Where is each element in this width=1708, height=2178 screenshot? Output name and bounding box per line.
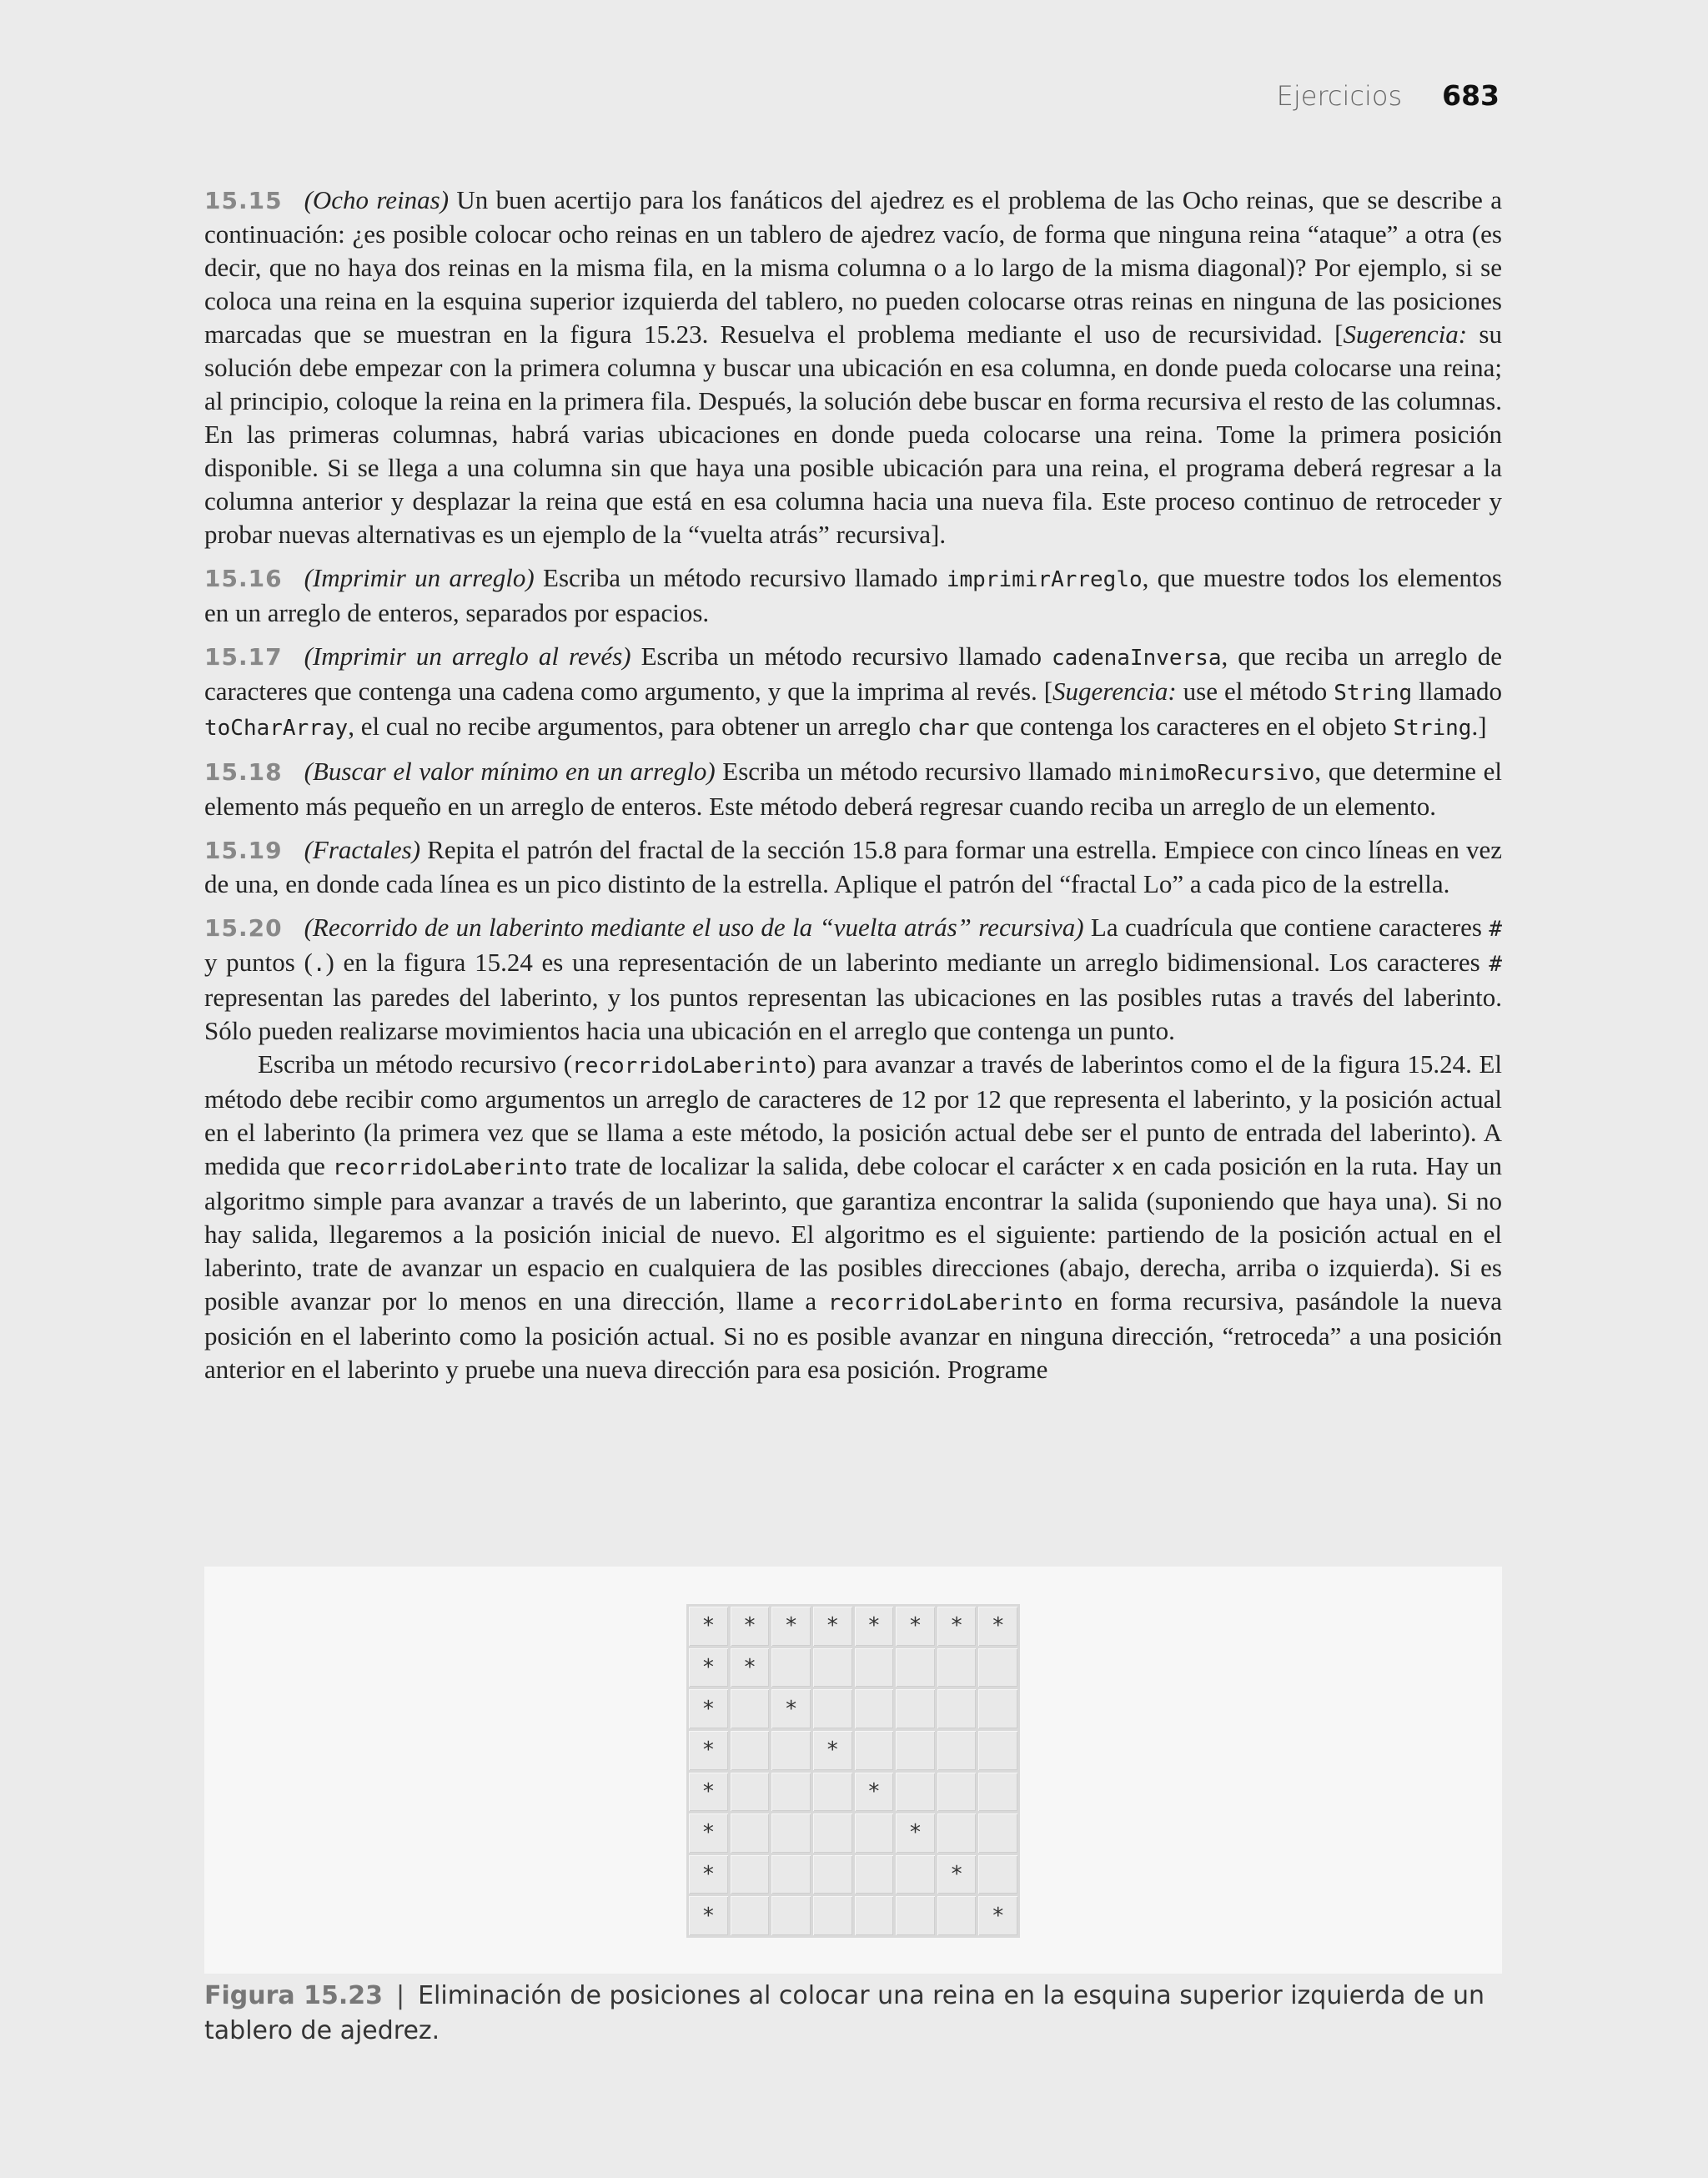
exercise-title: (Fractales) xyxy=(304,835,421,864)
board-cell xyxy=(731,1896,770,1935)
board-cell-marked: * xyxy=(731,1607,770,1646)
board-cell-marked: * xyxy=(855,1773,894,1812)
board-cell-marked: * xyxy=(855,1607,894,1646)
exercise-15-20-continuation xyxy=(204,1048,1502,1386)
exercise-number: 15.16 xyxy=(204,565,283,592)
running-header xyxy=(1277,79,1500,112)
code-identifier: recorridoLaberinto xyxy=(572,1054,807,1079)
board-cell xyxy=(771,1731,811,1770)
exercise-text: , que reciba un arreglo de caracteres que contenga una cadena como argumento, y que la imprima al revés. [ xyxy=(204,641,1502,706)
board-cell-marked: * xyxy=(689,1648,728,1688)
exercise-title: (Recorrido de un laberinto mediante el uso de la “vuelta atrás” recursiva) xyxy=(304,913,1084,942)
exercise-text: use el método xyxy=(1176,677,1334,706)
board-cell xyxy=(771,1855,811,1894)
board-cell xyxy=(855,1689,894,1728)
board-cell-marked: * xyxy=(689,1896,728,1935)
hint-label: Sugerencia: xyxy=(1343,319,1468,349)
exercise-text: , que muestre todos los elementos en un arreglo de enteros, separados por espacios. xyxy=(204,563,1502,627)
exercise-text: trate de localizar la salida, debe colocar el carácter xyxy=(567,1151,1112,1180)
exercise-15-18 xyxy=(204,755,1502,823)
board-cell-marked: * xyxy=(771,1689,811,1728)
exercise-list xyxy=(204,184,1502,1386)
exercise-number: 15.20 xyxy=(204,914,283,942)
exercise-text: Escriba un método recursivo llamado xyxy=(630,641,1052,671)
exercise-text: , que determine el elemento más pequeño en un arreglo de enteros. Este método deberá regresar cuando reciba un arreglo de un elemento. xyxy=(204,757,1502,821)
board-cell xyxy=(855,1813,894,1853)
exercise-text: en forma recursiva, pasándole la nueva posición en el laberinto como la posición actual. Si no es posible avanzar en ninguna dirección, “retroceda” a una posición anterior en el laberinto y pruebe una nueva dirección para esa posición. Programe xyxy=(204,1286,1502,1384)
exercise-number: 15.19 xyxy=(204,837,283,864)
board-cell xyxy=(813,1773,852,1812)
board-cell-marked: * xyxy=(978,1896,1017,1935)
exercise-text: ) para avanzar a través de laberintos como el de la figura 15.24. El método debe recibir como argumentos un arreglo de caracteres de 12 por 12 que representa el laberinto, y la posición actual en el laberinto (la primera vez que se llama a este método, la posición actual debe ser el punto de entrada del laberinto). A medida que xyxy=(204,1049,1502,1180)
board-cell-marked: * xyxy=(689,1855,728,1894)
figure-15-23 xyxy=(204,1567,1502,1974)
code-identifier: minimoRecursivo xyxy=(1118,761,1315,786)
board-cell xyxy=(896,1855,935,1894)
board-cell xyxy=(937,1773,977,1812)
board-cell-marked: * xyxy=(689,1689,728,1728)
board-cell-marked: * xyxy=(689,1731,728,1770)
board-cell-marked: * xyxy=(937,1855,977,1894)
board-cell xyxy=(978,1689,1017,1728)
exercise-text: Repita el patrón del fractal de la sección 15.8 para formar una estrella. Empiece con cinco líneas en vez de una, en donde cada línea es un pico distinto de la estrella. Aplique el patrón del “fractal Lo” a cada pico de la estrella. xyxy=(204,835,1502,898)
board-cell xyxy=(731,1773,770,1812)
exercise-text: y puntos ( xyxy=(204,948,313,977)
code-identifier: recorridoLaberinto xyxy=(332,1155,568,1180)
exercise-title: (Ocho reinas) xyxy=(304,185,450,214)
caption-separator: | xyxy=(395,1981,405,2010)
code-identifier: String xyxy=(1393,716,1472,741)
code-identifier: # xyxy=(1489,917,1502,942)
figure-caption xyxy=(204,1979,1502,2049)
board-cell xyxy=(813,1689,852,1728)
code-identifier: imprimirArreglo xyxy=(946,567,1143,592)
exercise-title: (Imprimir un arreglo) xyxy=(304,563,535,592)
exercise-title: (Imprimir un arreglo al revés) xyxy=(304,641,631,671)
board-cell xyxy=(978,1813,1017,1853)
section-title: Ejercicios xyxy=(1276,80,1403,112)
board-cell xyxy=(855,1855,894,1894)
code-identifier: x xyxy=(1111,1155,1125,1180)
exercise-15-16 xyxy=(204,561,1502,630)
exercise-15-15 xyxy=(204,184,1502,551)
board-cell xyxy=(771,1648,811,1688)
board-cell xyxy=(855,1896,894,1935)
chessboard xyxy=(686,1604,1020,1938)
exercise-text: .] xyxy=(1471,712,1487,741)
board-cell-marked: * xyxy=(813,1607,852,1646)
figure-label: Figura 15.23 xyxy=(204,1981,383,2010)
exercise-text: Escriba un método recursivo llamado xyxy=(715,757,1119,786)
board-cell xyxy=(896,1648,935,1688)
board-cell xyxy=(813,1896,852,1935)
exercise-number: 15.18 xyxy=(204,758,283,786)
exercise-text: Escriba un método recursivo ( xyxy=(258,1049,573,1079)
board-cell xyxy=(896,1773,935,1812)
board-cell-marked: * xyxy=(689,1607,728,1646)
board-cell xyxy=(937,1689,977,1728)
board-cell-marked: * xyxy=(771,1607,811,1646)
exercise-text: La cuadrícula que contiene caracteres xyxy=(1083,913,1489,942)
page-number: 683 xyxy=(1442,79,1500,112)
exercise-text: que contenga los caracteres en el objeto xyxy=(969,712,1394,741)
code-identifier: recorridoLaberinto xyxy=(827,1290,1063,1315)
exercise-number: 15.15 xyxy=(204,187,283,214)
board-cell xyxy=(771,1773,811,1812)
board-cell-marked: * xyxy=(731,1648,770,1688)
board-cell xyxy=(978,1773,1017,1812)
board-cell-marked: * xyxy=(689,1813,728,1853)
board-cell xyxy=(731,1731,770,1770)
board-cell xyxy=(813,1648,852,1688)
board-cell xyxy=(978,1731,1017,1770)
exercise-text: ) en la figura 15.24 es una representación de un laberinto mediante un arreglo bidimensional. Los caracteres xyxy=(325,948,1489,977)
board-cell xyxy=(978,1648,1017,1688)
board-cell xyxy=(731,1689,770,1728)
board-cell-marked: * xyxy=(937,1607,977,1646)
exercise-text: Escriba un método recursivo llamado xyxy=(534,563,947,592)
exercise-text: en cada posición en la ruta. Hay un algoritmo simple para avanzar a través de un laberinto, que garantiza encontrar la salida (suponiendo que haya una). Si no hay salida, llegaremos a la posición inicial de nuevo. El algoritmo es el siguiente: partiendo de la posición actual en el laberinto, trate de avanzar un espacio en cualquiera de las posibles direcciones (abajo, derecha, arriba o izquierda). Si es posible avanzar por lo menos en una dirección, llame a xyxy=(204,1151,1502,1315)
exercise-text: , el cual no recibe argumentos, para obtener un arreglo xyxy=(348,712,918,741)
board-cell xyxy=(896,1689,935,1728)
board-cell-marked: * xyxy=(689,1773,728,1812)
exercise-text: llamado xyxy=(1412,677,1502,706)
caption-text: Eliminación de posiciones al colocar una reina en la esquina superior izquierda de un tablero de ajedrez. xyxy=(204,1981,1484,2045)
board-cell xyxy=(937,1813,977,1853)
board-cell xyxy=(937,1648,977,1688)
board-cell xyxy=(771,1896,811,1935)
exercise-number: 15.17 xyxy=(204,643,283,671)
board-cell xyxy=(896,1731,935,1770)
exercise-15-19 xyxy=(204,833,1502,901)
board-cell xyxy=(771,1813,811,1853)
hint-label: Sugerencia: xyxy=(1052,677,1177,706)
board-cell xyxy=(731,1855,770,1894)
code-identifier: String xyxy=(1334,681,1413,706)
board-cell-marked: * xyxy=(813,1731,852,1770)
code-identifier: char xyxy=(917,716,970,741)
board-cell xyxy=(813,1855,852,1894)
exercise-title: (Buscar el valor mínimo en un arreglo) xyxy=(304,757,716,786)
code-identifier: # xyxy=(1489,952,1502,977)
code-identifier: cadenaInversa xyxy=(1052,646,1222,671)
exercise-text: representan las paredes del laberinto, y los puntos representan las ubicaciones en las posibles rutas a través del laberinto. Sólo pueden realizarse movimientos hacia una ubicación en el arreglo que contenga un punto. xyxy=(204,983,1502,1045)
board-cell xyxy=(731,1813,770,1853)
exercise-15-20 xyxy=(204,911,1502,1048)
exercise-text: su solución debe empezar con la primera columna y buscar una ubicación en esa columna, en donde pueda colocarse una reina; al principio, coloque la reina en la primera fila. Después, la solución debe buscar en forma recursiva el resto de las columnas. En las primeras columnas, habrá varias ubicaciones en donde pueda colocarse una reina. Tome la primera posición disponible. Si se llega a una columna sin que haya una posible ubicación para una reina, el programa deberá regresar a la columna anterior y desplazar la reina que está en esa columna hacia una nueva fila. Este proceso continuo de retroceder y probar nuevas alternativas es un ejemplo de la “vuelta atrás” recursiva]. xyxy=(204,319,1502,549)
board-cell xyxy=(937,1731,977,1770)
exercise-text: Un buen acertijo para los fanáticos del ajedrez es el problema de las Ocho reinas, que se describe a continuación: ¿es posible colocar ocho reinas en un tablero de ajedrez vacío, de forma que ninguna reina “ataque” a otra (es decir, que no haya dos reinas en la misma fila, en la misma columna o a lo largo de la misma diagonal)? Por ejemplo, si se coloca una reina en la esquina superior izquierda del tablero, no pueden colocarse otras reinas en ninguna de las posiciones marcadas que se muestran en la figura 15.23. Resuelva el problema mediante el uso de recursividad. [ xyxy=(204,185,1502,349)
board-cell-marked: * xyxy=(978,1607,1017,1646)
board-cell xyxy=(855,1731,894,1770)
exercise-15-17 xyxy=(204,640,1502,745)
board-cell xyxy=(978,1855,1017,1894)
board-cell xyxy=(813,1813,852,1853)
board-cell xyxy=(855,1648,894,1688)
board-cell-marked: * xyxy=(896,1607,935,1646)
board-cell xyxy=(937,1896,977,1935)
code-identifier: . xyxy=(312,952,326,977)
board-cell xyxy=(896,1896,935,1935)
board-cell-marked: * xyxy=(896,1813,935,1853)
code-identifier: toCharArray xyxy=(204,716,349,741)
